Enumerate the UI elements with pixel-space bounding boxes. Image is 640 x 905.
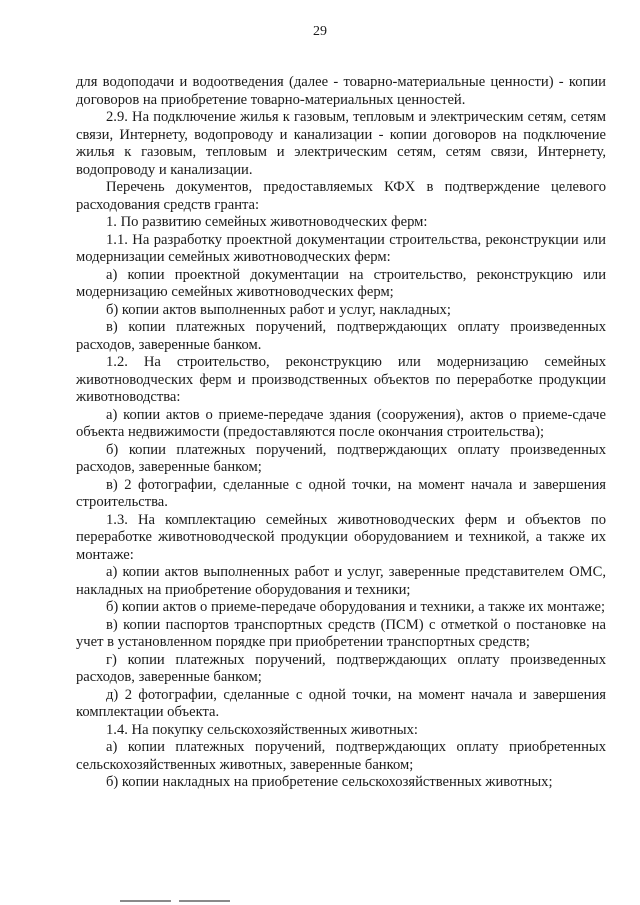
paragraph: в) копии платежных поручений, подтверждающих оплату произведенных расходов, заверенные банком. xyxy=(76,319,606,353)
paragraph: а) копии актов о приеме-передаче здания (сооружения), актов о приеме-сдаче объекта недвижимости (предоставляются после окончания строительства); xyxy=(76,406,606,440)
paragraph: в) копии паспортов транспортных средств (ПСМ) с отметкой о постановке на учет в установленном порядке при приобретении транспортных средств; xyxy=(76,616,606,650)
paragraph: 1. По развитию семейных животноводческих ферм: xyxy=(106,214,428,230)
paragraph: 2.9. На подключение жилья к газовым, тепловым и электрическим сетям, сетям связи, Интернету, водопроводу и канализации - копии договоров на подключение жилья к газовым, тепловым и электрическим сетям, сетям связи, Интернету, водопроводу и канализации. xyxy=(76,109,606,178)
paragraph: б) копии накладных на приобретение сельскохозяйственных животных; xyxy=(106,774,553,790)
paragraph: для водоподачи и водоотведения (далее - товарно-материальные ценности) - копии договоров на приобретение товарно-материальных ценностей. xyxy=(76,74,606,108)
paragraph: а) копии актов выполненных работ и услуг, заверенные представителем ОМС, накладных на приобретение оборудования и техники; xyxy=(76,564,606,598)
paragraph: а) копии платежных поручений, подтверждающих оплату приобретенных сельскохозяйственных животных, заверенные банком; xyxy=(76,739,606,773)
paragraph: б) копии актов выполненных работ и услуг, накладных; xyxy=(106,301,451,318)
paragraph: г) копии платежных поручений, подтверждающих оплату произведенных расходов, заверенные банком; xyxy=(76,651,606,685)
paragraph: Перечень документов, предоставляемых КФХ в подтверждение целевого расходования средств гранта: xyxy=(76,179,606,213)
paragraph: д) 2 фотографии, сделанные с одной точки, на момент начала и завершения комплектации объекта. xyxy=(76,686,606,720)
paragraph: а) копии проектной документации на строительство, реконструкцию или модернизацию семейных животноводческих ферм; xyxy=(76,266,606,300)
paragraph: б) копии платежных поручений, подтверждающих оплату произведенных расходов, заверенные банком; xyxy=(76,441,606,475)
paragraph: 1.1. На разработку проектной документации строительства, реконструкции или модернизации семейных животноводческих ферм: xyxy=(76,231,606,265)
paragraph: 1.2. На строительство, реконструкцию или модернизацию семейных животноводческих ферм и производственных объектов по переработке продукции животноводства: xyxy=(76,354,606,405)
paragraph: в) 2 фотографии, сделанные с одной точки, на момент начала и завершения строительства. xyxy=(76,476,606,510)
document-body xyxy=(76,74,606,792)
page-number: 29 xyxy=(313,24,327,39)
paragraph: 1.3. На комплектацию семейных животноводческих ферм и объектов по переработке животноводческой продукции оборудованием и техникой, а также их монтаже: xyxy=(76,511,606,563)
paragraph: 1.4. На покупку сельскохозяйственных животных: xyxy=(106,721,418,738)
footer-scan-artifact xyxy=(120,897,230,903)
scan-mark xyxy=(120,900,171,902)
paragraph: б) копии актов о приеме-передаче оборудования и техники, а также их монтаже; xyxy=(106,599,606,615)
scan-mark xyxy=(179,900,230,902)
